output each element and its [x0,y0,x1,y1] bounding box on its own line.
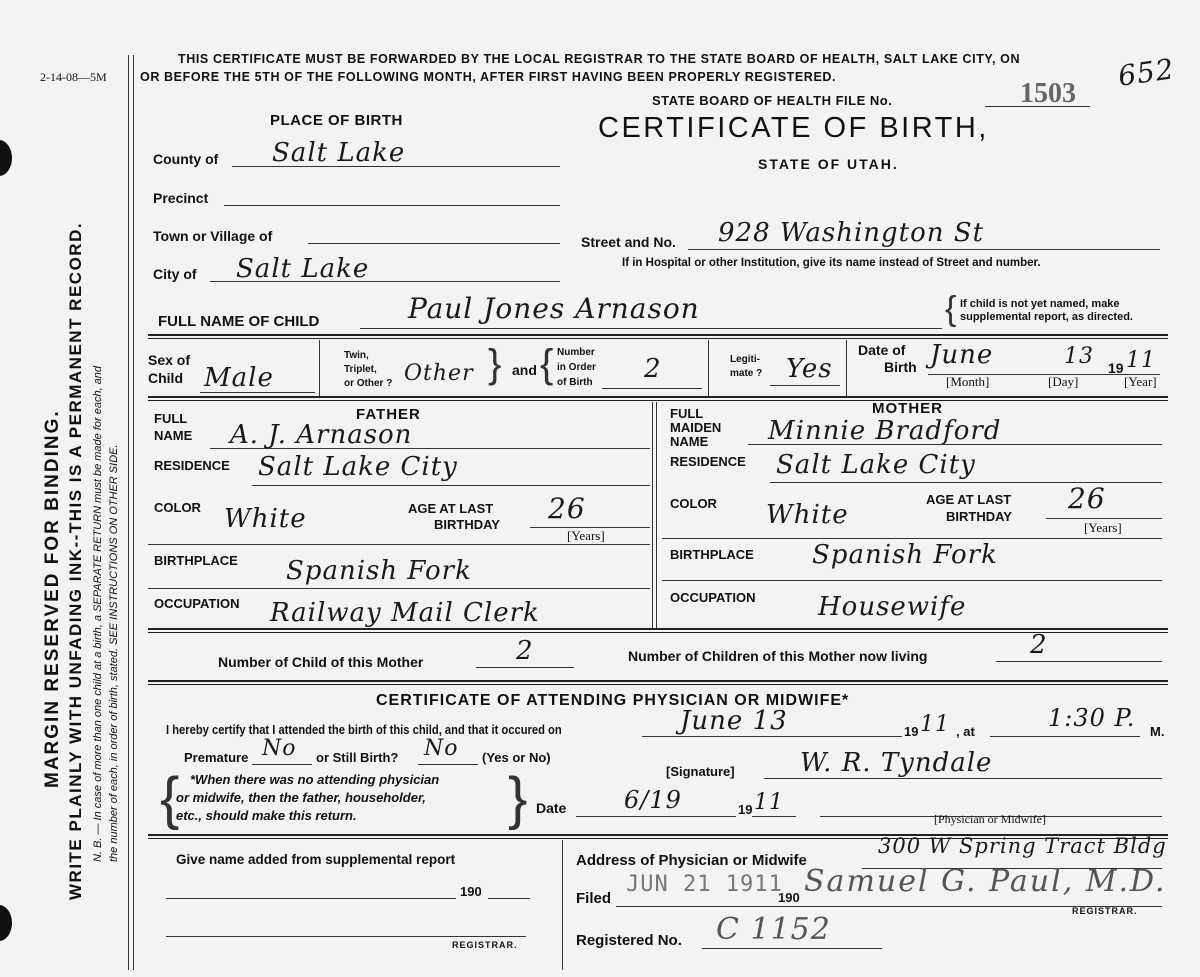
father-occupation-value: Railway Mail Clerk [270,598,540,628]
father-color-label: COLOR [154,500,201,515]
child-number-line [476,667,574,668]
father-birthplace-value: Spanish Fork [286,556,472,586]
child-name-label: FULL NAME OF CHILD [158,313,320,330]
twin-label-3: or Other ? [344,378,393,389]
filed-stamp: JUN 21 1911 [626,872,783,897]
day-label: [Day] [1048,374,1079,389]
supplemental-year: 190 [460,884,482,899]
role-label: [Physician or Midwife] [934,812,1046,826]
forward-notice-2: OR BEFORE THE 5TH OF THE FOLLOWING MONTH, AFTER FIRST HAVING BEEN PROPERLY REGISTERED. [140,70,837,84]
filed-label: Filed [576,890,612,907]
and-label: and [512,362,537,378]
father-residence-value: Salt Lake City [258,452,458,482]
sign-year-line [752,816,796,817]
divider-order [708,340,709,396]
binding-text: MARGIN RESERVED FOR BINDING. [42,409,63,788]
signature-label: [Signature] [666,764,735,779]
no-physician-note-2: or midwife, then the father, householder, [176,790,426,805]
file-number: 1503 [1020,78,1076,109]
living-line [996,661,1162,662]
month-label: [Month] [946,374,990,389]
mother-occupation-value: Housewife [818,592,967,622]
signature-line [764,778,1162,779]
mother-age-label-2: BIRTHDAY [946,509,1012,524]
birth-time-line [990,736,1140,737]
physician-heading: CERTIFICATE OF ATTENDING PHYSICIAN OR MIDWIFE* [376,692,850,709]
living-value: 2 [1030,630,1048,660]
city-line [210,281,560,282]
twin-value: Other [404,361,474,386]
town-line [308,243,560,244]
father-color-line [148,544,650,545]
sign-year-prefix: 19 [738,802,753,817]
rule-1 [148,334,1168,339]
father-birthplace-label: BIRTHPLACE [154,553,238,568]
no-physician-note-1: *When there was no attending physician [190,772,440,787]
yes-no-label: (Yes or No) [482,750,551,765]
mother-name-line [748,444,1162,445]
mother-name-label-1: FULL [670,406,704,421]
supplemental-registrar-label: REGISTRAR. [452,940,518,950]
filed-year: 190 [778,890,800,905]
sign-year-value: 11 [754,790,784,815]
child-name-line [360,328,942,329]
mother-age-value: 26 [1068,482,1106,515]
no-physician-note-3: etc., should make this return. [176,808,357,823]
premature-line [252,764,312,765]
precinct-label: Precinct [153,190,209,206]
legit-line [770,385,840,386]
still-birth-line [418,764,478,765]
child-number-label: Number of Child of this Mother [218,654,424,670]
mother-color-line [662,538,1162,539]
county-line [232,166,560,167]
margin-line [128,55,129,970]
child-number-value: 2 [516,636,534,666]
order-label-1: Number [557,347,595,358]
rule-3 [148,628,1168,633]
dob-day: 13 [1064,344,1094,369]
town-label: Town or Village of [153,228,273,244]
father-residence-label: RESIDENCE [154,458,230,473]
certificate-title: CERTIFICATE OF BIRTH, [598,112,989,144]
father-age-value: 26 [548,492,586,525]
mother-birthplace-line [662,580,1162,581]
twin-label-2: Triplet, [344,364,377,375]
margin-line-2 [133,55,134,970]
birth-year-value: 11 [920,712,950,737]
county-value: Salt Lake [272,138,406,168]
father-name-label-2: NAME [154,428,193,443]
note-brace: { [945,290,957,328]
sex-line [200,392,315,393]
divider-legit [846,340,847,396]
state-subtitle: STATE OF UTAH. [758,156,899,172]
registered-no-value: C 1152 [716,912,831,947]
sign-date-line [576,816,736,817]
birth-year-prefix: 19 [904,724,919,739]
mother-residence-value: Salt Lake City [776,450,976,480]
mother-age-line [1046,518,1162,519]
file-label: STATE BOARD OF HEALTH FILE No. [652,93,893,108]
sex-label-2: Child [148,370,183,386]
mother-heading: MOTHER [872,400,943,417]
mother-name-label-3: NAME [670,434,709,449]
twin-label-1: Twin, [344,350,369,361]
mother-residence-label: RESIDENCE [670,454,746,469]
unnamed-note-1: If child is not yet named, make [960,298,1120,310]
dob-label-2: Birth [884,359,917,375]
father-age-label-1: AGE AT LAST [408,501,494,516]
dob-label-1: Date of [858,342,906,358]
nb-note-1: N. B. — In case of more than one child at a birth, a SEPARATE RETURN must be made for each, and [92,365,104,862]
still-birth-label: or Still Birth? [316,750,399,765]
forward-notice-1: THIS CERTIFICATE MUST BE FORWARDED BY THE LOCAL REGISTRAR TO THE STATE BOARD OF HEALTH, SALT LAKE CITY, ON [178,52,1021,66]
dob-month: June [930,340,994,370]
address-label: Address of Physician or Midwife [576,852,807,869]
supplemental-year-line [488,898,530,899]
ink-text: WRITE PLAINLY WITH UNFADING INK--THIS IS A PERMANENT RECORD. [66,221,85,900]
birth-date-value: June 13 [680,706,788,736]
rule-4 [148,680,1168,685]
mother-birthplace-label: BIRTHPLACE [670,547,754,562]
m-label: M. [1150,724,1165,739]
registrar-signature: Samuel G. Paul, M.D. [804,864,1167,899]
order-line [602,388,702,389]
registered-no-line [702,948,882,949]
year-label: [Year] [1124,374,1157,389]
mother-occupation-label: OCCUPATION [670,590,756,605]
legit-value: Yes [786,354,833,384]
order-label-3: of Birth [557,377,593,388]
order-value: 2 [644,354,662,384]
father-color-value: White [224,504,307,534]
nb-note-2: the number of each, in order of birth, stated. SEE INSTRUCTIONS ON OTHER SIDE. [108,444,120,862]
father-residence-line [252,485,650,486]
certify-text: I hereby certify that I attended the birth of this child, and that it occured on [166,722,562,737]
file-line [985,106,1090,107]
city-label: City of [153,266,197,282]
divider-sex [319,340,320,396]
street-value: 928 Washington St [718,218,985,248]
supplemental-registrar-line [166,936,526,937]
footer-divider [562,840,563,970]
mother-color-value: White [766,500,849,530]
birth-time-value: 1:30 P. [1048,704,1136,732]
supplemental-line [166,898,456,899]
father-name-label-1: FULL [154,411,188,426]
registered-no-label: Registered No. [576,932,682,949]
supplemental-label: Give name added from supplemental report [176,852,456,867]
city-value: Salt Lake [236,254,370,284]
binding-hole-bottom [0,905,12,941]
precinct-line [224,205,560,206]
child-name-value: Paul Jones Arnason [408,292,700,325]
parents-divider [652,402,653,630]
note-brace-right: } [508,766,528,831]
father-birthplace-line [148,588,650,589]
order-label-2: in Order [557,362,596,373]
still-birth-value: No [424,736,459,761]
father-years-label: [Years] [567,528,605,543]
dob-year-prefix: 19 [1108,360,1124,376]
legit-label-2: mate ? [730,368,763,379]
parents-divider-2 [656,402,657,630]
file-number-handwritten: 652 [1115,52,1177,93]
date-label: Date [536,800,567,816]
twin-brace: } [488,342,502,386]
doc-code: 2-14-08—5M [40,70,107,84]
father-occupation-label: OCCUPATION [154,596,240,611]
legit-label-1: Legiti- [730,354,760,365]
sex-value: Male [204,363,274,393]
at-label: , at [956,724,975,739]
rule-2 [148,396,1168,401]
place-heading: PLACE OF BIRTH [270,112,403,129]
address-value: 300 W Spring Tract Bldg [878,834,1167,858]
street-line [688,249,1160,250]
note-brace-left: { [160,766,180,831]
sign-date-value: 6/19 [624,786,682,814]
binding-hole-top [0,140,12,176]
father-name-line [210,448,650,449]
premature-label: Premature [184,750,249,765]
signature-value: W. R. Tyndale [800,748,993,778]
dob-year: 11 [1126,348,1156,373]
mother-birthplace-value: Spanish Fork [812,540,998,570]
county-label: County of [153,151,219,167]
order-brace: { [540,342,554,386]
mother-age-label-1: AGE AT LAST [926,492,1012,507]
mother-years-label: [Years] [1084,520,1122,535]
hospital-note: If in Hospital or other Institution, give its name instead of Street and number. [622,257,1041,269]
father-name-value: A. J. Arnason [230,420,413,450]
father-age-label-2: BIRTHDAY [434,517,500,532]
mother-color-label: COLOR [670,496,717,511]
unnamed-note-2: supplemental report, as directed. [960,311,1133,323]
living-label: Number of Children of this Mother now living [628,648,928,664]
sex-label-1: Sex of [148,352,191,368]
father-heading: FATHER [356,406,421,423]
registrar-label-2: REGISTRAR. [1072,906,1138,916]
birth-date-line [642,736,902,737]
mother-name-label-2: MAIDEN [670,420,722,435]
street-label: Street and No. [581,234,676,250]
premature-value: No [262,736,297,761]
mother-name-value: Minnie Bradford [768,416,1002,446]
